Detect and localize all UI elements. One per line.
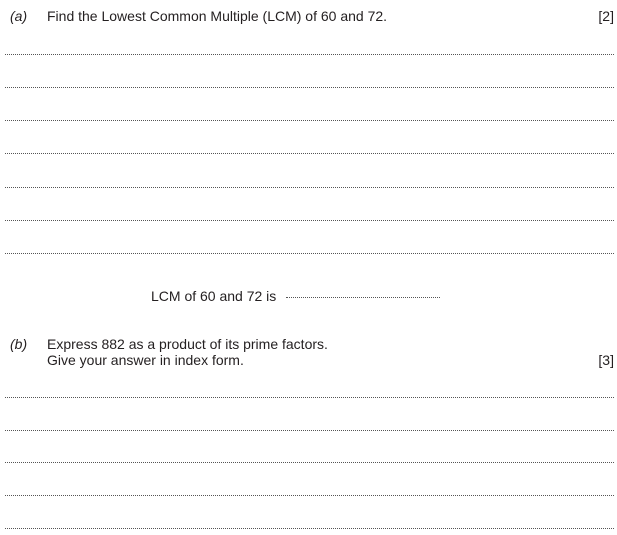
working-line[interactable] (5, 253, 614, 254)
working-line[interactable] (5, 528, 614, 529)
part-b-marks: [3] (598, 352, 614, 368)
working-line[interactable] (5, 187, 614, 188)
part-a-question: Find the Lowest Common Multiple (LCM) of 60 and 72. (47, 8, 388, 24)
working-line[interactable] (5, 495, 614, 496)
working-line[interactable] (5, 462, 614, 463)
part-a-label: (a) (10, 8, 28, 24)
working-line[interactable] (5, 54, 614, 55)
working-line[interactable] (5, 220, 614, 221)
part-a-answer-line[interactable] (286, 297, 440, 298)
working-line[interactable] (5, 153, 614, 154)
part-b-question-line2: Give your answer in index form. (47, 352, 244, 368)
part-a-marks: [2] (598, 8, 614, 24)
part-b-question-line1: Express 882 as a product of its prime factors. (47, 336, 328, 352)
working-line[interactable] (5, 120, 614, 121)
part-a-answer-prompt: LCM of 60 and 72 is (151, 288, 277, 304)
working-line[interactable] (5, 397, 614, 398)
working-line[interactable] (5, 87, 614, 88)
working-line[interactable] (5, 430, 614, 431)
part-b-label: (b) (10, 336, 28, 352)
